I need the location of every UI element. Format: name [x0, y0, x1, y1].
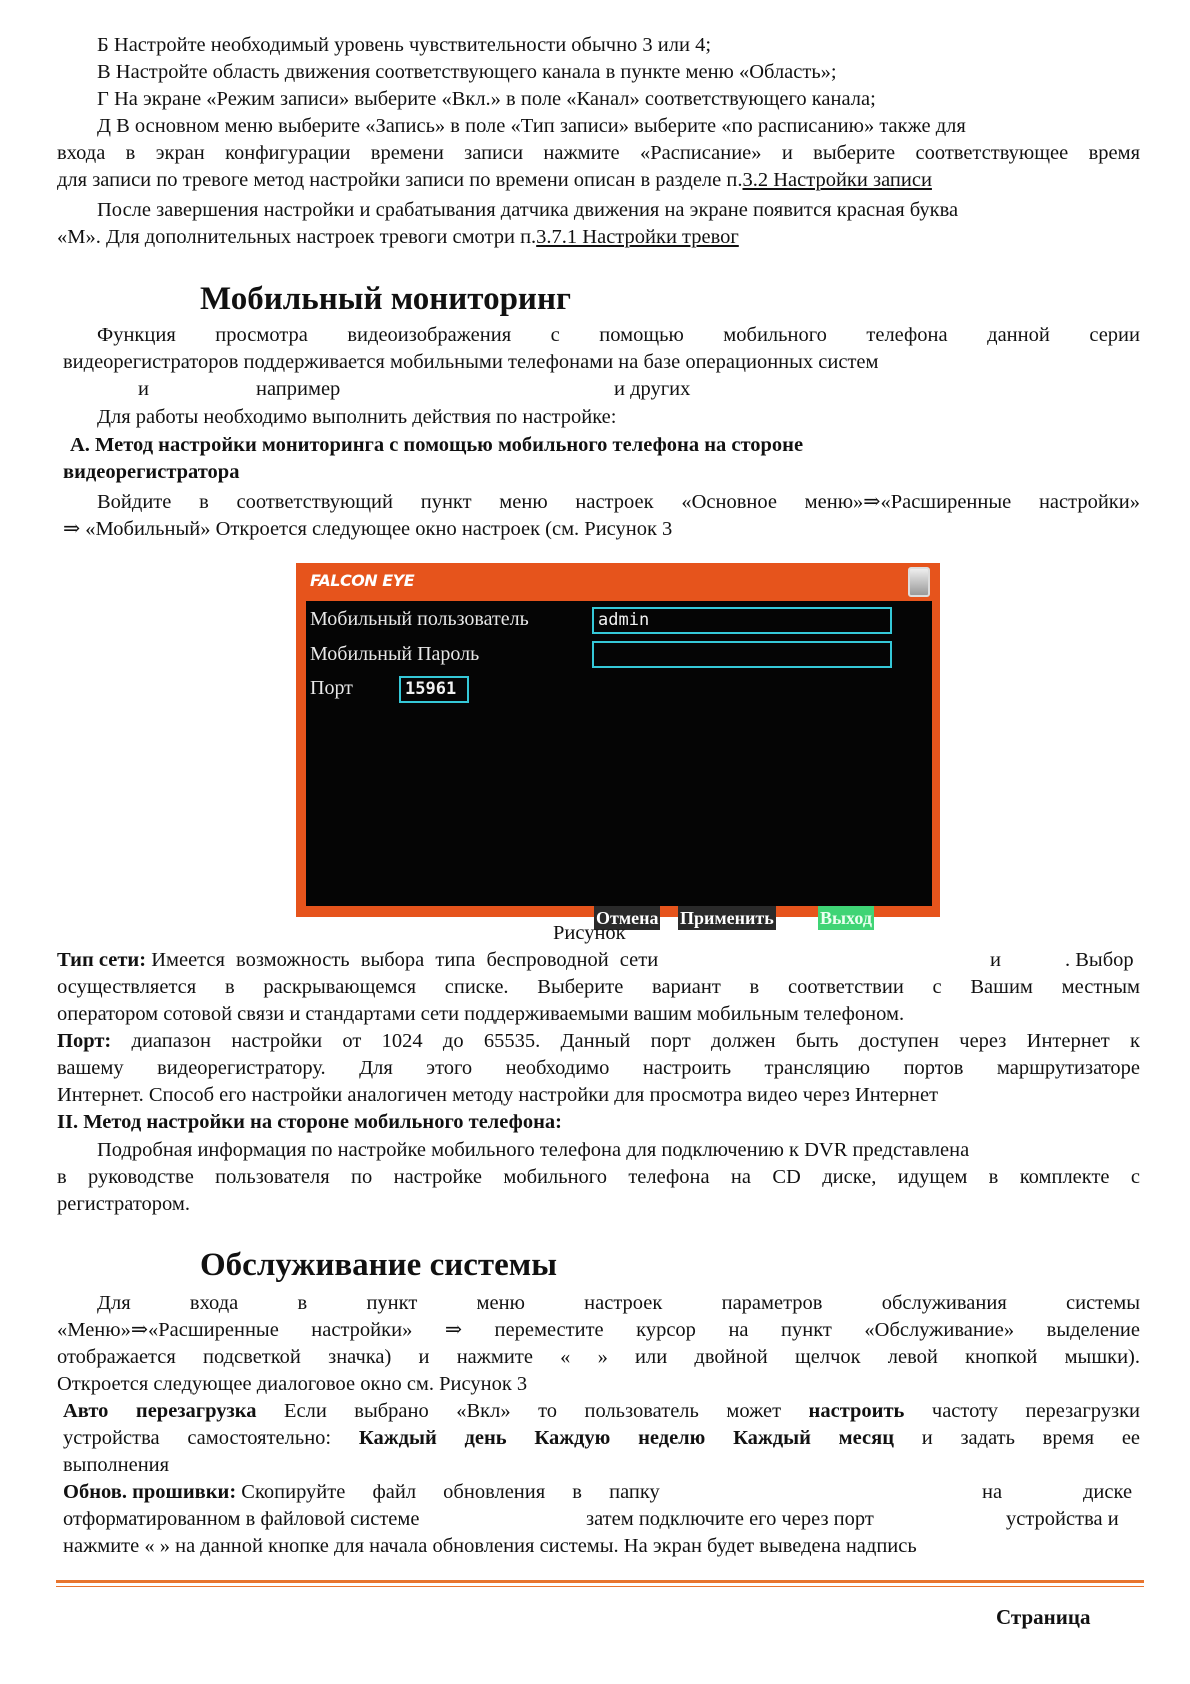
exit-button[interactable]: Выход: [820, 908, 872, 928]
auto-reboot-text: Если выбрано «Вкл» то пользователь может: [283, 1400, 782, 1422]
after-setup-line2: [57, 224, 739, 251]
list-item-d-line2: входа в экран конфигурации времени записи нажмите «Расписание» и выберите соответствующее время: [57, 142, 1140, 164]
list-item-d-text: для записи по тревоге метод настройки записи по времени описан в разделе п.: [57, 169, 743, 191]
footer-divider-top: [56, 1580, 1144, 1583]
record-settings-link[interactable]: 3.2 Настройки записи: [742, 169, 932, 191]
after-setup-line1: После завершения настройки и срабатывания датчика движения на экране появится красная буква: [97, 199, 959, 221]
footer-divider-bottom: [56, 1586, 1144, 1587]
subheading-a-line2: видеорегистратора: [63, 461, 240, 483]
maint-line4: Откроется следующее диалоговое окно см. Рисунок 3: [57, 1373, 528, 1395]
figure-caption: Рисунок: [553, 922, 626, 944]
auto-reboot-label: Авто перезагрузка: [63, 1400, 257, 1422]
fw-update-label: Обнов. прошивки:: [63, 1481, 237, 1503]
auto-reboot-configure: настроить: [808, 1400, 905, 1422]
page-label: Страница: [996, 1605, 1091, 1629]
mobile-user-label: Мобильный пользователь: [310, 608, 529, 630]
port-desc-text: диапазон настройки от 1024 до 65535. Данный порт должен быть доступен через Интернет к: [131, 1030, 1141, 1052]
port-desc-line3: Интернет. Способ его настройки аналогичен методу настройки для просмотра видео через Интернет: [57, 1084, 939, 1106]
fw-update-device: устройства и: [1006, 1508, 1119, 1530]
list-item-d-line3: [57, 167, 932, 194]
list-item-d-line1: Д В основном меню выберите «Запись» в поле «Тип записи» выберите «по расписанию» также для: [97, 115, 966, 137]
mobile-password-input[interactable]: [592, 641, 892, 668]
net-type-and: и: [990, 949, 1001, 971]
auto-reboot-line3: выполнения: [63, 1454, 170, 1476]
fw-update-line1: [63, 1479, 660, 1506]
mobile-para1-others: и других: [614, 378, 691, 400]
port-desc-label: Порт:: [57, 1030, 112, 1052]
sub-b-line1: Подробная информация по настройке мобильного телефона для подключению к DVR представлена: [97, 1139, 970, 1161]
mobile-para3-line2: ⇒ «Мобильный» Откроется следующее окно настроек (см. Рисунок 3: [63, 518, 673, 540]
dvr-settings-panel: [306, 601, 932, 928]
apply-button[interactable]: Применить: [680, 908, 774, 928]
subheading-a-line1: A. Метод настройки мониторинга с помощью мобильного телефона на стороне: [70, 434, 804, 456]
fw-update-line3: нажмите « » на данной кнопке для начала обновления системы. На экран будет выведена надпись: [63, 1535, 917, 1557]
maint-line1: Для входа в пункт меню настроек параметров обслуживания системы: [97, 1292, 1140, 1314]
phone-icon: [908, 567, 930, 597]
net-type-label: Тип сети:: [57, 949, 147, 971]
fw-update-port: затем подключите его через порт: [586, 1508, 874, 1530]
section-heading-maintenance: Обслуживание системы: [200, 1247, 557, 1283]
net-type-line2: осуществляется в раскрывающемся списке. Выберите вариант в соответствии с Вашим местным: [57, 976, 1140, 998]
fw-update-disk: диске: [1083, 1481, 1133, 1503]
mobile-para2: Для работы необходимо выполнить действия по настройке:: [97, 406, 617, 428]
auto-reboot-frequency: частоту перезагрузки: [931, 1400, 1141, 1422]
subheading-b: II. Метод настройки на стороне мобильного телефона:: [57, 1111, 562, 1133]
auto-reboot-device: устройства самостоятельно:: [63, 1427, 332, 1449]
port-desc-line1: [57, 1028, 1140, 1056]
net-type-line3: оператором сотовой связи и стандартами сети поддерживаемыми вашим мобильным телефоном.: [57, 1003, 905, 1025]
list-item-b: Б Настройте необходимый уровень чувствительности обычно 3 или 4;: [97, 34, 712, 56]
section-heading-mobile: Мобильный мониторинг: [200, 281, 571, 317]
fw-update-fs: отформатированном в файловой системе: [63, 1508, 420, 1530]
net-type-line1: [57, 947, 658, 974]
auto-reboot-line1: [63, 1398, 1140, 1426]
auto-reboot-line2: [63, 1425, 1140, 1453]
auto-reboot-time: и задать время ее: [921, 1427, 1141, 1449]
after-setup-text: «M». Для дополнительных настроек тревоги смотри п.: [57, 226, 537, 248]
sub-b-line3: регистратором.: [57, 1193, 190, 1215]
net-type-choice: . Выбор: [1065, 949, 1134, 971]
mobile-para1-eg: например: [256, 378, 341, 400]
alarm-settings-link[interactable]: 3.7.1 Настройки тревог: [536, 226, 739, 248]
mobile-para1-and: и: [138, 378, 149, 400]
maint-line3: отображается подсветкой значка) и нажмите « » или двойной щелчок левой кнопкой мышки).: [57, 1346, 1140, 1368]
mobile-para1-line2: видеорегистраторов поддерживается мобильными телефонами на базе операционных систем: [63, 351, 879, 373]
port-input[interactable]: 15961: [399, 676, 469, 703]
fw-update-on: на: [982, 1481, 1003, 1503]
mobile-user-input[interactable]: admin: [592, 607, 892, 634]
net-type-text: Имеется возможность выбора типа беспроводной сети: [151, 949, 659, 971]
mobile-para1-line1: Функция просмотра видеоизображения с помощью мобильного телефона данной серии: [97, 324, 1140, 346]
dvr-mobile-settings-window: [296, 563, 940, 928]
maint-line2: «Меню»⇒«Расширенные настройки» ⇒ переместите курсор на пункт «Обслуживание» выделение: [57, 1319, 1140, 1341]
mobile-password-label: Мобильный Пароль: [310, 643, 480, 665]
sub-b-line2: в руководстве пользователя по настройке мобильного телефона на CD диске, идущем в комплекте с: [57, 1166, 1140, 1188]
cancel-button[interactable]: Отмена: [596, 908, 659, 928]
port-desc-line2: вашему видеорегистратору. Для этого необходимо настроить трансляцию портов маршрутизаторе: [57, 1057, 1140, 1079]
mobile-para3-line1: Войдите в соответствующий пункт меню настроек «Основное меню»⇒«Расширенные настройки»: [97, 491, 1140, 513]
falcon-eye-logo: FALCON EYE: [310, 571, 415, 590]
fw-update-text: Скопируйте файл обновления в папку: [241, 1481, 660, 1503]
port-label: Порт: [310, 677, 353, 699]
auto-reboot-options: Каждый день Каждую неделю Каждый месяц: [358, 1427, 895, 1449]
list-item-v: В Настройте область движения соответствующего канала в пункте меню «Область»;: [97, 61, 837, 83]
list-item-g: Г На экране «Режим записи» выберите «Вкл.» в поле «Канал» соответствующего канала;: [97, 88, 876, 110]
